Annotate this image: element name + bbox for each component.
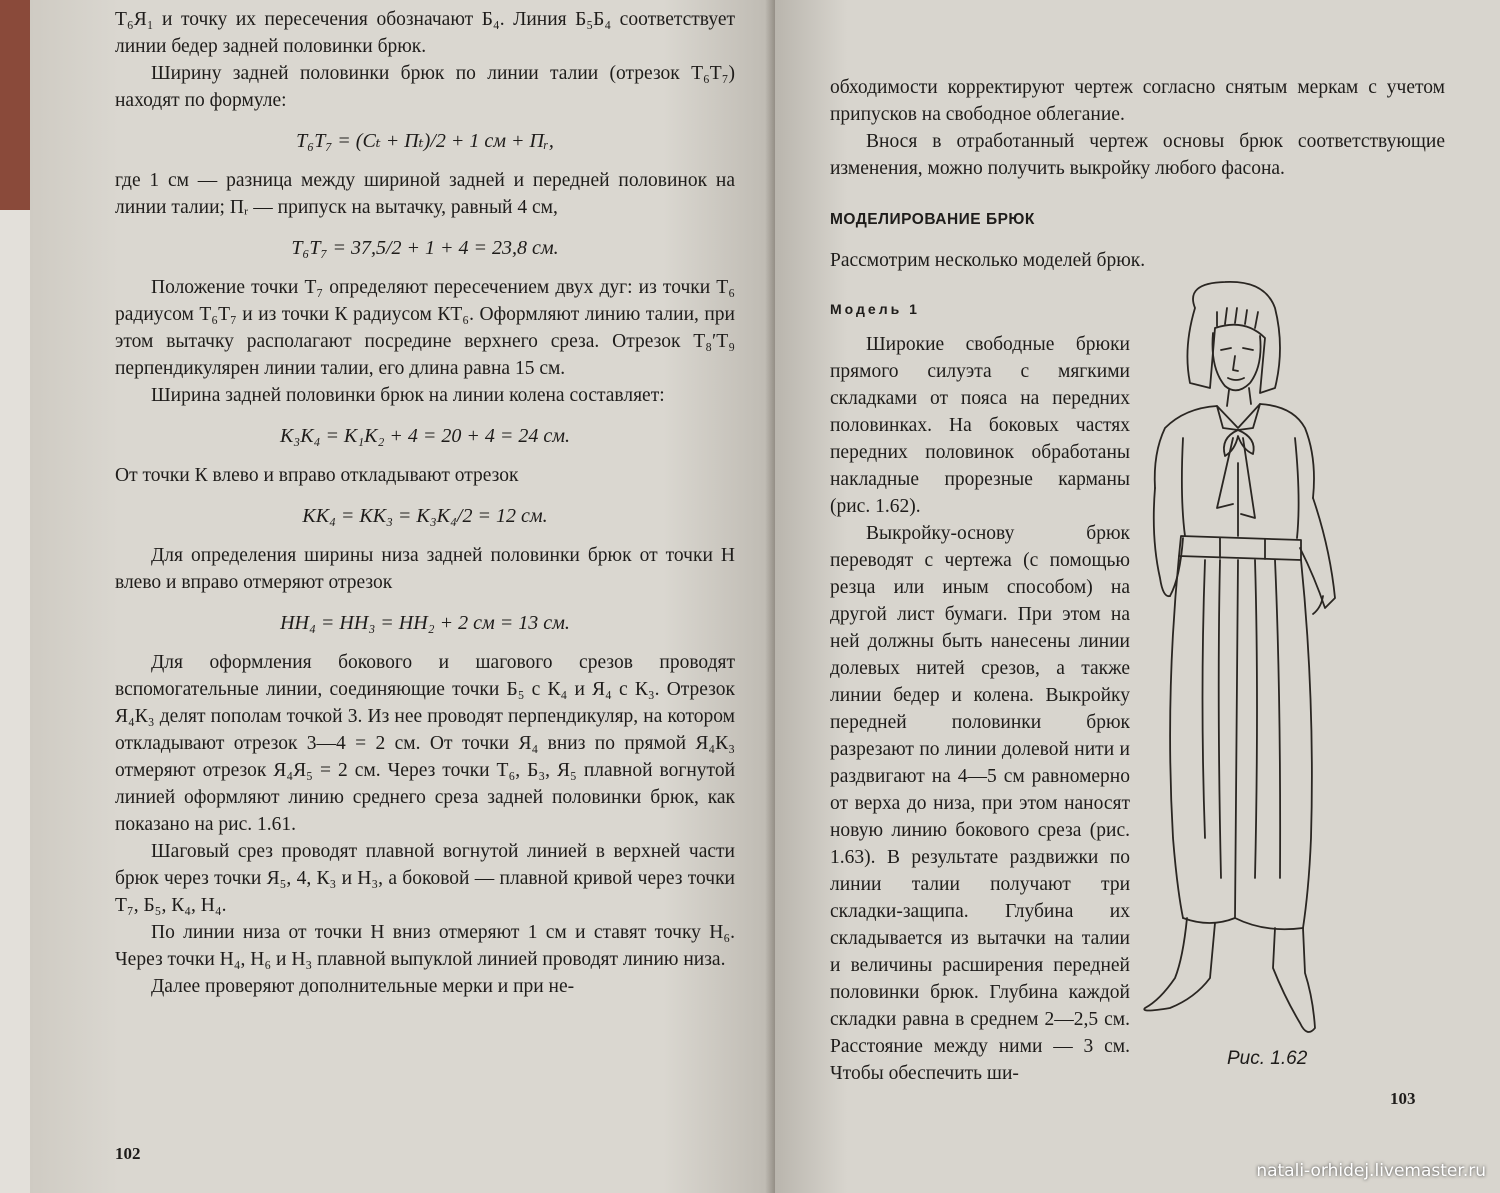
paragraph: где 1 см — разница между шириной задней и передней половинок на линии талии; Пᵣ — припуск на вытачку, равный 4 см, <box>115 170 735 218</box>
paragraph: Далее проверяют дополнительные мерки и при не- <box>151 976 575 997</box>
formula: КК₄ = КК₃ = К₃К₄/2 = 12 см. <box>302 505 548 527</box>
paragraph: Положение точки Т₇ определяют пересечением двух дуг: из точки Т₆ радиусом Т₆Т₇ и из точки К радиусом КТ₆. Оформляют линию талии, при этом вытачку располагают посредине верхнего среза. Отрезок Т₈′Т₉ перпендикулярен линии талии, его длина равна 15 см. <box>115 277 735 379</box>
formula: Т₆Т₇ = (Сₜ + Пₜ)/2 + 1 см + Пᵣ, <box>296 130 554 152</box>
paragraph: обходимости корректируют чертеж согласно снятым меркам с учетом припусков на свободное облегание. <box>830 77 1445 125</box>
figure-caption: Рис. 1.62 <box>1227 1048 1308 1069</box>
section-heading: МОДЕЛИРОВАНИЕ БРЮК <box>830 211 1035 228</box>
paragraph: Ширина задней половинки брюк на линии колена составляет: <box>151 385 665 406</box>
paragraph: Внося в отработанный чертеж основы брюк соответствующие изменения, можно получить выкройку любого фасона. <box>830 131 1445 179</box>
paragraph: Для оформления бокового и шагового срезов проводят вспомогательные линии, соединяющие точки Б₅ с К₄ и Я₄ с К₃. Отрезок Я₄К₃ делят пополам точкой 3. Из нее проводят перпендикуляр, на котором откладывают отрезок 3—4 = 2 см. От точки Я₄ вниз по прямой Я₄К₃ отмеряют отрезок Я₄Я₅ = 2 см. Через точки Т₆, Б₃, Я₅ плавной вогнутой линией оформляют линию среднего среза задней половинки брюк, как показано на рис. 1.61. <box>115 652 735 835</box>
paragraph: Ширину задней половинки брюк по линии талии (отрезок Т₆Т₇) находят по формуле: <box>115 63 735 111</box>
formula: НН₄ = НН₃ = НН₂ + 2 см = 13 см. <box>280 612 570 634</box>
paragraph: От точки К влево и вправо откладывают отрезок <box>115 465 519 486</box>
paragraph: Для определения ширины низа задней половинки брюк от точки Н влево и вправо отмеряют отрезок <box>115 545 735 593</box>
underlying-page-edge <box>0 210 32 1193</box>
paragraph: Т₆Я₁ и точку их пересечения обозначают Б₄. Линия Б₅Б₄ соответствует линии бедер задней половинки брюк. <box>115 9 735 57</box>
left-page <box>30 0 775 1193</box>
page-number: 103 <box>1390 1089 1416 1108</box>
paragraph: По линии низа от точки Н вниз отмеряют 1 см и ставят точку Н₆. Через точки Н₄, Н₆ и Н₃ плавной выпуклой линией проводят линию низа. <box>115 922 735 970</box>
fashion-illustration <box>1125 278 1385 1078</box>
page-number: 102 <box>115 1144 141 1163</box>
model-title: Модель 1 <box>830 301 920 317</box>
formula: К₃К₄ = К₁К₂ + 4 = 20 + 4 = 24 см. <box>279 425 571 447</box>
right-page <box>775 0 1500 1193</box>
paragraph: Широкие свободные брюки прямого силуэта с мягкими складками от пояса на передних половинках. На боковых частях передних половинок обработаны накладные прорезные карманы (рис. 1.62). <box>830 334 1130 517</box>
watermark: natali-orhidej.livemaster.ru <box>1256 1161 1486 1181</box>
paragraph: Шаговый срез проводят плавной вогнутой линией в верхней части брюк через точки Я₅, 4, К₃ и Н₃, а боковой — плавной кривой через точки Т₇, Б₅, К₄, Н₄. <box>115 841 735 916</box>
formula: Т₆Т₇ = 37,5/2 + 1 + 4 = 23,8 см. <box>291 237 559 259</box>
paragraph: Выкройку-основу брюк переводят с чертежа (с помощью резца или иным способом) на другой лист бумаги. При этом на ней должны быть нанесены линии долевых нитей срезов, а также линии бедер и колена. Выкройку передней половинки брюк разрезают по линии долевой нити и раздвигают на 4—5 см равномерно от верха до низа, при этом наносят новую линию бокового среза (рис. 1.63). В результате раздвижки по линии талии получают три складки-защипа. Глубина их складывается из вытачки на талии и величины расширения передней половинки брюк. Глубина каждой складки равна в среднем 2—2,5 см. Расстояние между ними — 3 см. Чтобы обеспечить ши- <box>830 523 1130 1084</box>
lead-paragraph: Рассмотрим несколько моделей брюк. <box>830 250 1146 271</box>
